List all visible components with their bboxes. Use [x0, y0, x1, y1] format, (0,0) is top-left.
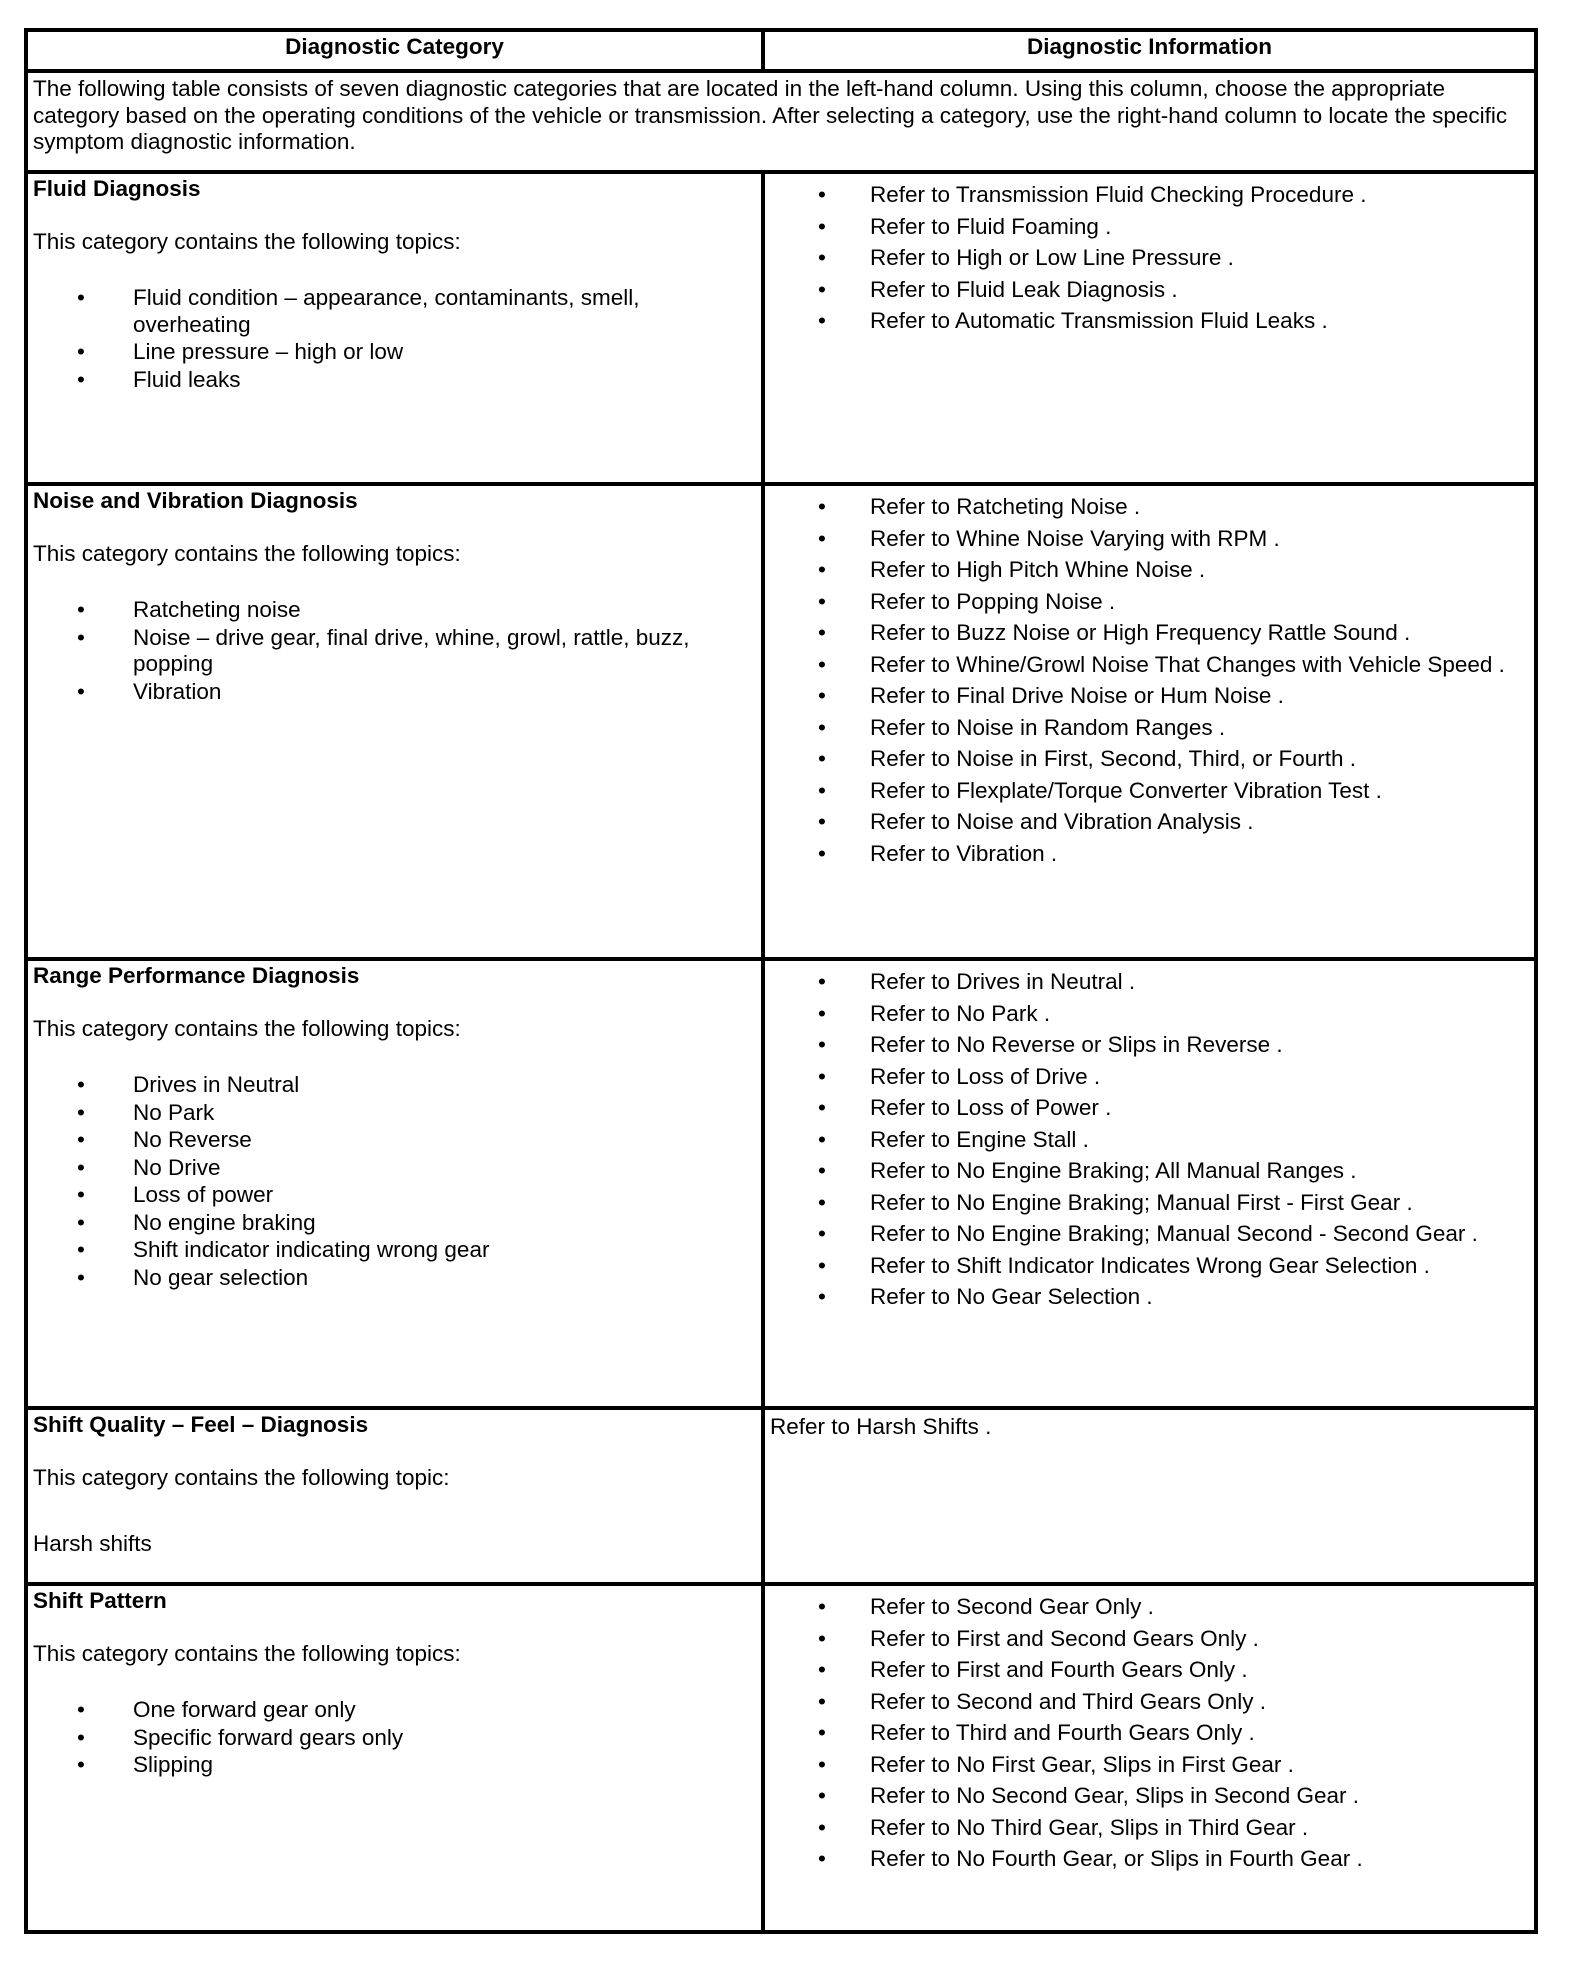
category-description: This category contains the following topics: [33, 540, 461, 566]
header-row [26, 30, 1536, 71]
category-title: Shift Quality – Feel – Diagnosis [33, 1412, 369, 1437]
category-description: This category contains the following topics: [33, 228, 461, 254]
category-title: Fluid Diagnosis [33, 176, 201, 201]
topic-item: Harsh shifts [33, 1531, 152, 1557]
category-cell [26, 1584, 763, 1932]
reference-link[interactable]: • Refer to Popping Noise . [770, 589, 1529, 616]
reference-link[interactable]: • Refer to No Park . [770, 1001, 1529, 1028]
topic-list [33, 1697, 756, 1779]
information-cell [763, 484, 1536, 959]
reference-link[interactable]: • Refer to Noise in Random Ranges . [770, 715, 1529, 742]
category-description: This category contains the following topics: [33, 1015, 461, 1041]
category-description: This category contains the following topic: [33, 1464, 450, 1490]
diagnostic-table [24, 28, 1538, 1934]
header-diagnostic-category: Diagnostic Category [26, 30, 763, 71]
reference-link[interactable]: • Refer to No Gear Selection . [770, 1284, 1529, 1311]
information-cell [763, 172, 1536, 484]
reference-link[interactable]: • Refer to Drives in Neutral . [770, 969, 1529, 996]
reference-link[interactable]: • Refer to Second and Third Gears Only . [770, 1689, 1529, 1716]
reference-link[interactable]: • Refer to High or Low Line Pressure . [770, 245, 1529, 272]
intro-text: The following table consists of seven diagnostic categories that are located in the left-hand column. Using this column, choose the appropriate category based on the operating conditions of the vehicle or transmission. After selecting a category, use the right-hand column to locate the specific symptom diagnostic information. [26, 71, 1536, 172]
category-row-fluid [26, 172, 1536, 484]
topic-item: • No Reverse [33, 1127, 756, 1154]
reference-link[interactable]: • Refer to Third and Fourth Gears Only . [770, 1720, 1529, 1747]
reference-link[interactable]: • Refer to Buzz Noise or High Frequency Rattle Sound . [770, 620, 1529, 647]
reference-link[interactable]: • Refer to Whine/Growl Noise That Changes with Vehicle Speed . [770, 652, 1529, 679]
reference-link[interactable]: • Refer to No Engine Braking; All Manual Ranges . [770, 1158, 1529, 1185]
reference-link[interactable]: • Refer to No Fourth Gear, or Slips in Fourth Gear . [770, 1846, 1529, 1873]
information-cell [763, 1584, 1536, 1932]
topic-item: • No engine braking [33, 1210, 756, 1237]
reference-link[interactable]: • Refer to No Engine Braking; Manual Second - Second Gear . [770, 1221, 1529, 1248]
reference-list [770, 182, 1529, 335]
category-title: Shift Pattern [33, 1588, 167, 1613]
category-description: This category contains the following topics: [33, 1640, 461, 1666]
topic-item: • Noise – drive gear, final drive, whine, growl, rattle, buzz, popping [33, 625, 756, 678]
topic-item: • Ratcheting noise [33, 597, 756, 624]
category-cell [26, 959, 763, 1408]
reference-link[interactable]: • Refer to No Second Gear, Slips in Second Gear . [770, 1783, 1529, 1810]
reference-link[interactable]: • Refer to Vibration . [770, 841, 1529, 868]
reference-link[interactable]: • Refer to Transmission Fluid Checking Procedure . [770, 182, 1529, 209]
reference-link[interactable]: • Refer to Loss of Power . [770, 1095, 1529, 1122]
category-row-shift-pattern [26, 1584, 1536, 1932]
reference-link[interactable]: • Refer to No Engine Braking; Manual First - First Gear . [770, 1190, 1529, 1217]
category-cell [26, 172, 763, 484]
reference-link[interactable]: • Refer to Whine Noise Varying with RPM . [770, 526, 1529, 553]
reference-link[interactable]: • Refer to No Reverse or Slips in Reverse . [770, 1032, 1529, 1059]
header-diagnostic-information: Diagnostic Information [763, 30, 1536, 71]
topic-item: • One forward gear only [33, 1697, 756, 1724]
topic-item: • No Park [33, 1100, 756, 1127]
topic-item: • No Drive [33, 1155, 756, 1182]
reference-list [770, 494, 1529, 868]
reference-link[interactable]: • Refer to High Pitch Whine Noise . [770, 557, 1529, 584]
reference-link[interactable]: • Refer to Loss of Drive . [770, 1064, 1529, 1091]
intro-row [26, 71, 1536, 172]
reference-link[interactable]: • Refer to Noise and Vibration Analysis . [770, 809, 1529, 836]
reference-list [770, 1594, 1529, 1873]
reference-link[interactable]: • Refer to Final Drive Noise or Hum Noise . [770, 683, 1529, 710]
reference-link[interactable]: • Refer to Second Gear Only . [770, 1594, 1529, 1621]
category-row-shift-quality [26, 1408, 1536, 1584]
topic-item: • Vibration [33, 679, 756, 706]
topic-item: • Shift indicator indicating wrong gear [33, 1237, 756, 1264]
information-cell [763, 959, 1536, 1408]
reference-link[interactable]: • Refer to Flexplate/Torque Converter Vibration Test . [770, 778, 1529, 805]
reference-link[interactable]: Refer to Harsh Shifts . [770, 1414, 992, 1439]
topic-list [33, 597, 756, 705]
reference-link[interactable]: • Refer to Fluid Foaming . [770, 214, 1529, 241]
reference-link[interactable]: • Refer to First and Fourth Gears Only . [770, 1657, 1529, 1684]
topic-item: • Specific forward gears only [33, 1725, 756, 1752]
reference-link[interactable]: • Refer to No First Gear, Slips in First Gear . [770, 1752, 1529, 1779]
category-row-range-performance [26, 959, 1536, 1408]
category-cell [26, 484, 763, 959]
reference-link[interactable]: • Refer to Noise in First, Second, Third, or Fourth . [770, 746, 1529, 773]
category-cell [26, 1408, 763, 1584]
topic-item: • Line pressure – high or low [33, 339, 756, 366]
reference-link[interactable]: • Refer to Fluid Leak Diagnosis . [770, 277, 1529, 304]
category-title: Noise and Vibration Diagnosis [33, 488, 358, 513]
reference-link[interactable]: • Refer to First and Second Gears Only . [770, 1626, 1529, 1653]
reference-link[interactable]: • Refer to Engine Stall . [770, 1127, 1529, 1154]
topic-list [33, 1072, 756, 1291]
reference-link[interactable]: • Refer to Ratcheting Noise . [770, 494, 1529, 521]
topic-item: • Slipping [33, 1752, 756, 1779]
reference-link[interactable]: • Refer to Shift Indicator Indicates Wrong Gear Selection . [770, 1253, 1529, 1280]
topic-item: • Drives in Neutral [33, 1072, 756, 1099]
topic-item: • Fluid condition – appearance, contaminants, smell, overheating [33, 285, 756, 338]
reference-link[interactable]: • Refer to Automatic Transmission Fluid Leaks . [770, 308, 1529, 335]
topic-item: • Loss of power [33, 1182, 756, 1209]
topic-item: • No gear selection [33, 1265, 756, 1292]
reference-list [770, 969, 1529, 1311]
topic-item: • Fluid leaks [33, 367, 756, 394]
category-title: Range Performance Diagnosis [33, 963, 360, 988]
reference-link[interactable]: • Refer to No Third Gear, Slips in Third Gear . [770, 1815, 1529, 1842]
information-cell [763, 1408, 1536, 1584]
topic-list [33, 285, 756, 393]
category-row-noise-vibration [26, 484, 1536, 959]
